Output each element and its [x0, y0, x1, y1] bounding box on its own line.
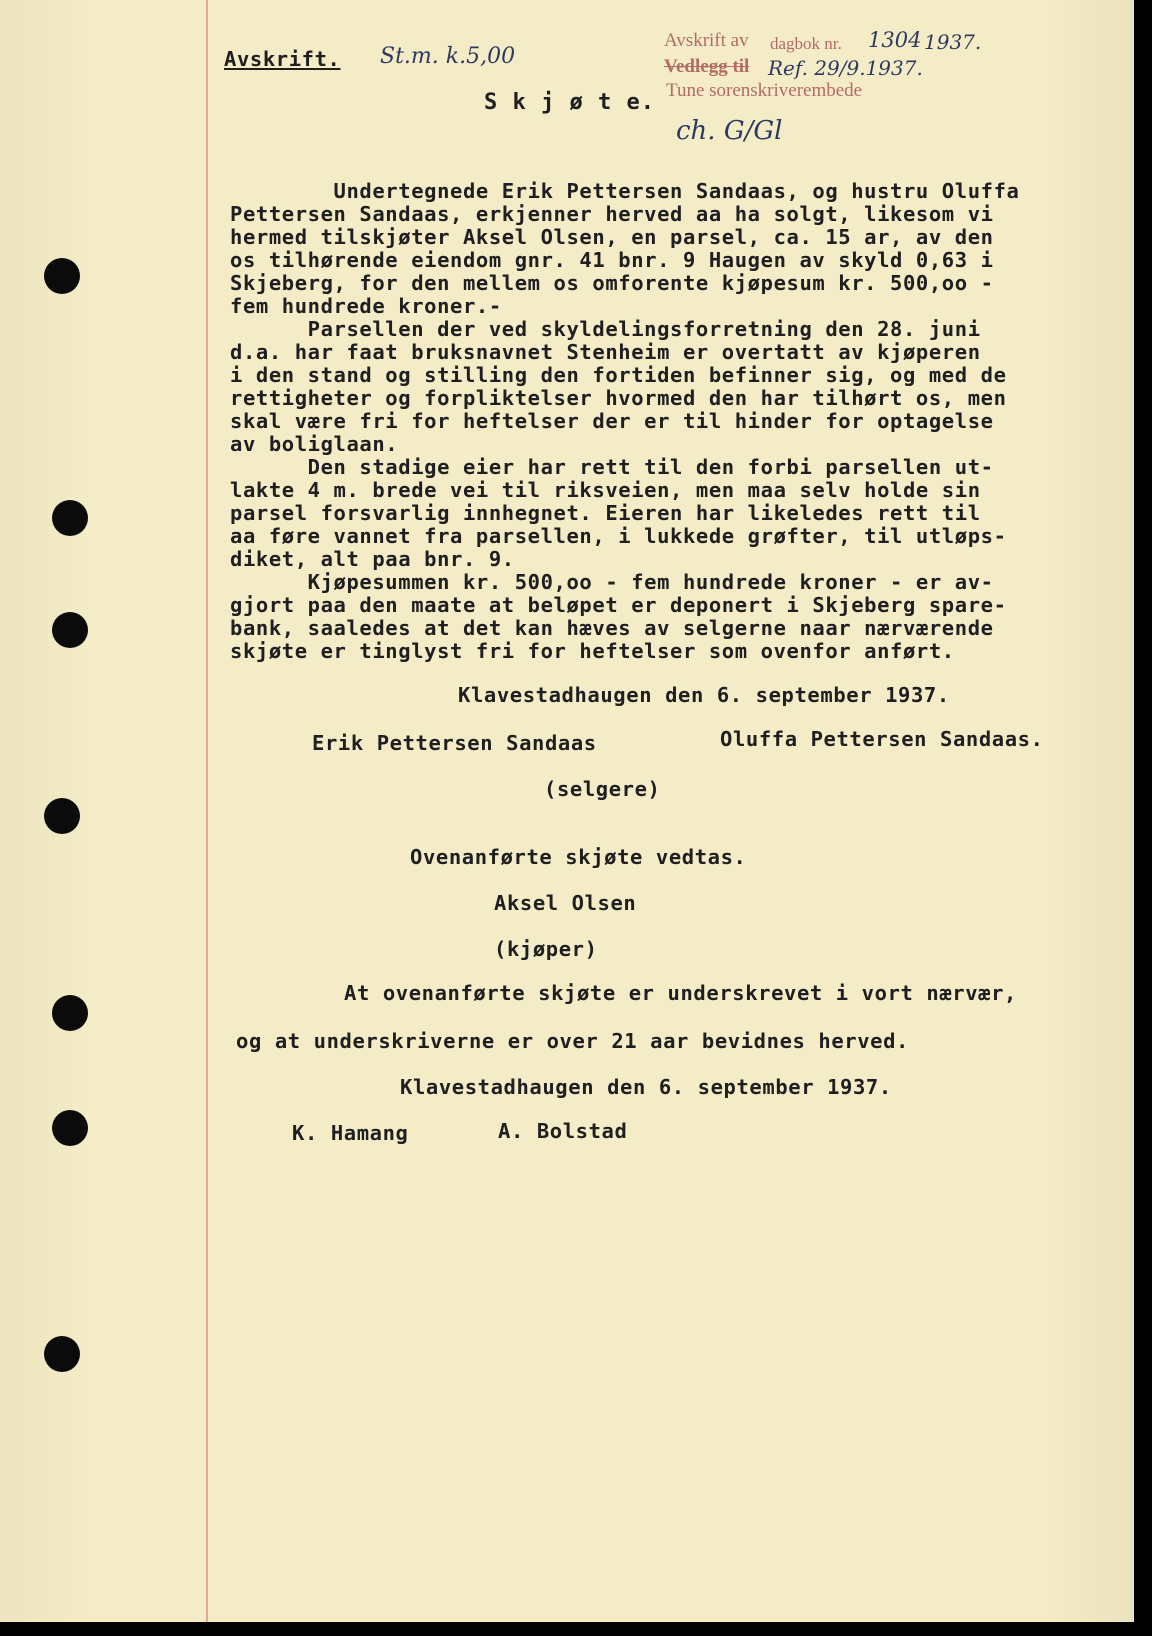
witness-statement-line-2: og at underskriverne er over 21 aar bevidnes herved.: [236, 1029, 909, 1053]
punch-hole: [44, 258, 80, 294]
body-line: av boliglaan.: [230, 432, 399, 456]
acceptance-text: Ovenanførte skjøte vedtas.: [410, 845, 747, 869]
seller-signature-1: Erik Pettersen Sandaas: [312, 731, 597, 755]
document-title: S k j ø t e.: [484, 90, 655, 115]
body-line: skjøte er tinglyst fri for heftelser som ovenfor anført.: [230, 639, 955, 663]
stamp-dagbok: dagbok nr.: [770, 34, 842, 53]
witness-statement-line-1: At ovenanførte skjøte er underskrevet i vort nærvær,: [344, 981, 1017, 1005]
buyer-label: (kjøper): [494, 937, 598, 961]
body-line: rettigheter og forpliktelser hvormed den har tilhørt os, men: [230, 386, 1007, 410]
body-line: aa føre vannet fra parsellen, i lukkede grøfter, til utløps-: [230, 524, 1007, 548]
body-line: Den stadige eier har rett til den forbi parsellen ut-: [230, 455, 994, 479]
handwritten-ref-date: Ref. 29/9.1937.: [768, 56, 923, 80]
body-line: parsel forsvarlig innhegnet. Eieren har likeledes rett til: [230, 501, 981, 525]
buyer-signature: Aksel Olsen: [494, 891, 637, 915]
body-line: gjort paa den maate at beløpet er deponert i Skjeberg spare-: [230, 593, 1007, 617]
body-line: Parsellen der ved skyldelingsforretning den 28. juni: [230, 317, 981, 341]
body-line: d.a. har faat bruksnavnet Stenheim er overtatt av kjøperen: [230, 340, 981, 364]
handwritten-year: 1937.: [924, 30, 982, 54]
sellers-label: (selgere): [544, 777, 661, 801]
avskrift-label: Avskrift.: [224, 47, 341, 71]
place-date: Klavestadhaugen den 6. september 1937.: [458, 683, 950, 707]
punch-hole: [44, 798, 80, 834]
stamp-avskrift: Avskrift av: [664, 30, 749, 51]
body-line: diket, alt paa bnr. 9.: [230, 547, 515, 571]
body-line: Kjøpesummen kr. 500,oo - fem hundrede kroner - er av-: [230, 570, 994, 594]
body-line: bank, saaledes at det kan hæves av selgerne naar nærværende: [230, 616, 994, 640]
body-line: os tilhørende eiendom gnr. 41 bnr. 9 Haugen av skyld 0,63 i: [230, 248, 994, 272]
stamp-office: Tune sorenskriverembede: [666, 80, 863, 101]
seller-signature-2: Oluffa Pettersen Sandaas.: [720, 727, 1044, 751]
body-line: Pettersen Sandaas, erkjenner herved aa ha solgt, likesom vi: [230, 202, 994, 226]
punch-hole: [52, 1110, 88, 1146]
handwritten-fee-note: St.m. k.5,00: [380, 44, 516, 69]
body-line: i den stand og stilling den fortiden befinner sig, og med de: [230, 363, 1007, 387]
handwritten-initials: ch. G/Gl: [676, 116, 783, 146]
witness-signature-2: A. Bolstad: [498, 1119, 628, 1143]
punch-hole: [52, 995, 88, 1031]
body-line: fem hundrede kroner.-: [230, 294, 502, 318]
body-line: Undertegnede Erik Pettersen Sandaas, og hustru Oluffa: [230, 179, 1020, 203]
body-line: lakte 4 m. brede vei til riksveien, men maa selv holde sin: [230, 478, 981, 502]
place-date-2: Klavestadhaugen den 6. september 1937.: [400, 1075, 892, 1099]
punch-hole: [52, 612, 88, 648]
margin-rule: [206, 0, 208, 1622]
witness-signature-1: K. Hamang: [292, 1121, 409, 1145]
punch-hole: [44, 1336, 80, 1372]
stamp-vedlegg-struck: Vedlegg til: [664, 56, 750, 77]
handwritten-dagbok-number: 1304: [868, 28, 922, 52]
body-line: Skjeberg, for den mellem os omforente kjøpesum kr. 500,oo -: [230, 271, 994, 295]
punch-hole: [52, 500, 88, 536]
body-line: hermed tilskjøter Aksel Olsen, en parsel, ca. 15 ar, av den: [230, 225, 994, 249]
body-line: skal være fri for heftelser der er til hinder for optagelse: [230, 409, 994, 433]
